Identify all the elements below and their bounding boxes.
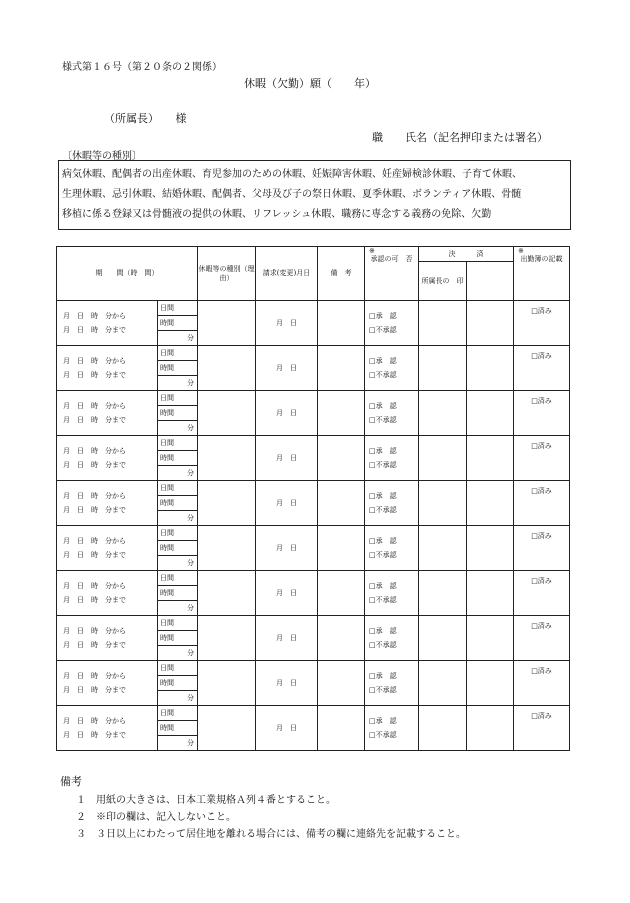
approval-cell[interactable]	[365, 436, 419, 481]
chief-seal-cell[interactable]	[419, 571, 467, 616]
unit-days: 日間	[158, 436, 198, 451]
attendance-cell[interactable]	[514, 436, 570, 481]
period-from: 月 日 時 分から	[63, 536, 126, 545]
remarks-cell[interactable]	[318, 571, 365, 616]
unit-days: 日間	[158, 571, 198, 586]
unit-minutes: 分	[158, 511, 198, 526]
form-number: 様式第１６号（第２０条の２関係）	[62, 62, 222, 73]
period-to: 月 日 時 分まで	[63, 686, 126, 694]
approval-header	[365, 247, 419, 301]
done-checkbox[interactable]: □済み	[531, 307, 552, 315]
period-from: 月 日 時 分から	[63, 311, 126, 320]
period-from: 月 日 時 分から	[63, 581, 126, 590]
date-cell[interactable]: 月 日	[256, 571, 318, 616]
period-to: 月 日 時 分まで	[63, 371, 126, 379]
unit-days: 日間	[158, 661, 198, 676]
leave-types-label: 〔休暇等の種別〕	[62, 151, 142, 162]
approve-checkbox[interactable]: □承 認	[369, 446, 397, 455]
unit-minutes: 分	[158, 376, 198, 391]
remarks-cell[interactable]	[318, 661, 365, 706]
type-cell[interactable]	[198, 571, 256, 616]
type-cell[interactable]	[198, 616, 256, 661]
form-title: 休暇（欠勤）願（ 年）	[244, 77, 376, 90]
reject-checkbox[interactable]: □不承認	[369, 506, 397, 514]
period-cell[interactable]	[57, 706, 158, 751]
period-from: 月 日 時 分から	[63, 356, 126, 365]
approve-checkbox[interactable]: □承 認	[369, 491, 397, 500]
period-cell[interactable]	[57, 436, 158, 481]
type-cell[interactable]	[198, 436, 256, 481]
attendance-label: 出勤簿の記載	[520, 255, 563, 264]
type-cell[interactable]	[198, 391, 256, 436]
unit-days: 日間	[158, 391, 198, 406]
chief-seal-cell[interactable]	[419, 391, 467, 436]
date-cell[interactable]: 月 日	[256, 391, 318, 436]
approve-checkbox[interactable]: □承 認	[369, 716, 397, 725]
table-row	[57, 391, 570, 406]
unit-hours: 時間	[158, 496, 198, 511]
remarks-cell[interactable]	[318, 481, 365, 526]
approval-cell[interactable]	[365, 391, 419, 436]
table-row	[57, 481, 570, 496]
decision-blank-cell[interactable]	[467, 661, 514, 706]
decision-blank-cell[interactable]	[467, 571, 514, 616]
reject-checkbox[interactable]: □不承認	[369, 641, 397, 649]
period-cell[interactable]	[57, 526, 158, 571]
approval-mark: ※	[369, 247, 375, 255]
unit-hours: 時間	[158, 316, 198, 331]
approval-cell[interactable]	[365, 706, 419, 751]
period-cell[interactable]	[57, 391, 158, 436]
period-from: 月 日 時 分から	[63, 491, 126, 500]
attendance-cell[interactable]	[514, 526, 570, 571]
remarks-cell[interactable]	[318, 526, 365, 571]
chief-seal-cell[interactable]	[419, 661, 467, 706]
unit-days: 日間	[158, 346, 198, 361]
done-checkbox[interactable]: □済み	[531, 352, 552, 360]
unit-minutes: 分	[158, 421, 198, 436]
date-cell[interactable]: 月 日	[256, 346, 318, 391]
period-cell[interactable]	[57, 301, 158, 346]
remarks-cell[interactable]	[318, 346, 365, 391]
period-to: 月 日 時 分まで	[63, 416, 126, 424]
unit-minutes: 分	[158, 331, 198, 346]
type-header: 休暇等の種別（理由）	[198, 247, 256, 301]
notes-title: 備考	[60, 775, 82, 788]
approval-label: 承認の可 否	[370, 255, 413, 264]
attendance-cell[interactable]	[514, 346, 570, 391]
done-checkbox[interactable]: □済み	[531, 487, 552, 495]
remarks-cell[interactable]	[318, 391, 365, 436]
period-from: 月 日 時 分から	[63, 671, 126, 680]
reject-checkbox[interactable]: □不承認	[369, 731, 397, 739]
period-cell[interactable]	[57, 661, 158, 706]
type-cell[interactable]	[198, 706, 256, 751]
decision-header: 決 済	[419, 247, 514, 262]
period-to: 月 日 時 分まで	[63, 461, 126, 469]
done-checkbox[interactable]: □済み	[531, 577, 552, 585]
unit-hours: 時間	[158, 631, 198, 646]
period-header: 期 間（時 間）	[57, 247, 198, 301]
unit-hours: 時間	[158, 406, 198, 421]
approval-cell[interactable]	[365, 481, 419, 526]
period-to: 月 日 時 分まで	[63, 731, 126, 739]
leave-types-line: 生理休暇、忌引休暇、結婚休暇、配偶者、父母及び子の祭日休暇、夏季休暇、ボランティア休暇、骨髄	[62, 189, 522, 200]
unit-minutes: 分	[158, 466, 198, 481]
period-from: 月 日 時 分から	[63, 716, 126, 725]
reject-checkbox[interactable]: □不承認	[369, 461, 397, 469]
unit-minutes: 分	[158, 646, 198, 661]
chief-seal-cell[interactable]	[419, 616, 467, 661]
table-row	[57, 346, 570, 361]
done-checkbox[interactable]: □済み	[531, 397, 552, 405]
remarks-cell[interactable]	[318, 616, 365, 661]
period-to: 月 日 時 分まで	[63, 596, 126, 604]
approval-cell[interactable]	[365, 526, 419, 571]
approve-checkbox[interactable]: □承 認	[369, 401, 397, 410]
reject-checkbox[interactable]: □不承認	[369, 551, 397, 559]
approval-cell[interactable]	[365, 346, 419, 391]
approval-cell[interactable]	[365, 571, 419, 616]
reject-checkbox[interactable]: □不承認	[369, 686, 397, 694]
request-date-header: 請求(変更)月日	[256, 247, 318, 301]
unit-minutes: 分	[158, 601, 198, 616]
table-row	[57, 661, 570, 676]
attendance-header	[514, 247, 570, 301]
period-to: 月 日 時 分まで	[63, 326, 126, 334]
chief-seal-cell[interactable]	[419, 481, 467, 526]
done-checkbox[interactable]: □済み	[531, 532, 552, 540]
leave-request-table	[56, 246, 570, 751]
chief-seal-header: 所属長の 印	[419, 262, 467, 301]
unit-hours: 時間	[158, 541, 198, 556]
chief-seal-cell[interactable]	[419, 436, 467, 481]
period-to: 月 日 時 分まで	[63, 551, 126, 559]
type-cell[interactable]	[198, 301, 256, 346]
addressee: （所属長） 様	[104, 112, 187, 125]
date-cell[interactable]: 月 日	[256, 301, 318, 346]
date-cell[interactable]: 月 日	[256, 436, 318, 481]
approve-checkbox[interactable]: □承 認	[369, 581, 397, 590]
decision-blank-cell[interactable]	[467, 301, 514, 346]
type-cell[interactable]	[198, 526, 256, 571]
approve-checkbox[interactable]: □承 認	[369, 536, 397, 545]
date-cell[interactable]: 月 日	[256, 706, 318, 751]
attendance-cell[interactable]	[514, 301, 570, 346]
done-checkbox[interactable]: □済み	[531, 712, 552, 720]
reject-checkbox[interactable]: □不承認	[369, 416, 397, 424]
type-cell[interactable]	[198, 481, 256, 526]
date-cell[interactable]: 月 日	[256, 616, 318, 661]
attendance-cell[interactable]	[514, 391, 570, 436]
unit-minutes: 分	[158, 736, 198, 751]
attendance-cell[interactable]	[514, 571, 570, 616]
remarks-cell[interactable]	[318, 706, 365, 751]
leave-types-box	[58, 160, 571, 230]
unit-hours: 時間	[158, 676, 198, 691]
period-cell[interactable]	[57, 346, 158, 391]
decision-blank-cell[interactable]	[467, 481, 514, 526]
unit-minutes: 分	[158, 556, 198, 571]
table-row	[57, 526, 570, 541]
type-cell[interactable]	[198, 661, 256, 706]
approval-cell[interactable]	[365, 661, 419, 706]
note-item: １ 用紙の大きさは、日本工業規格Ａ列４番とすること。	[76, 795, 336, 806]
note-item: ２ ※印の欄は、記入しないこと。	[76, 812, 236, 823]
chief-seal-cell[interactable]	[419, 301, 467, 346]
table-row	[57, 616, 570, 631]
attendance-cell[interactable]	[514, 616, 570, 661]
decision-blank-cell[interactable]	[467, 346, 514, 391]
approve-checkbox[interactable]: □承 認	[369, 671, 397, 680]
approve-checkbox[interactable]: □承 認	[369, 311, 397, 320]
period-from: 月 日 時 分から	[63, 626, 126, 635]
leave-types-line: 移植に係る登録又は骨髄液の提供の休暇、リフレッシュ休暇、職務に専念する義務の免除、欠勤	[62, 209, 492, 220]
table-row	[57, 706, 570, 721]
decision-blank-cell[interactable]	[467, 436, 514, 481]
decision-blank-header	[467, 262, 514, 301]
header-row	[57, 247, 570, 262]
unit-days: 日間	[158, 616, 198, 631]
leave-types-line: 病気休暇、配偶者の出産休暇、育児参加のための休暇、妊娠障害休暇、妊産婦検診休暇、子育て休暇、	[62, 169, 522, 180]
date-cell[interactable]: 月 日	[256, 526, 318, 571]
approve-checkbox[interactable]: □承 認	[369, 626, 397, 635]
done-checkbox[interactable]: □済み	[531, 442, 552, 450]
done-checkbox[interactable]: □済み	[531, 667, 552, 675]
table-row	[57, 301, 570, 316]
unit-minutes: 分	[158, 691, 198, 706]
remarks-cell[interactable]	[318, 436, 365, 481]
type-cell[interactable]	[198, 346, 256, 391]
date-cell[interactable]: 月 日	[256, 661, 318, 706]
signature-line: 職 氏名（記名押印または署名）	[372, 131, 548, 144]
decision-blank-cell[interactable]	[467, 391, 514, 436]
unit-days: 日間	[158, 706, 198, 721]
period-to: 月 日 時 分まで	[63, 506, 126, 514]
table-row	[57, 571, 570, 586]
unit-days: 日間	[158, 526, 198, 541]
approve-checkbox[interactable]: □承 認	[369, 356, 397, 365]
decision-blank-cell[interactable]	[467, 706, 514, 751]
period-to: 月 日 時 分まで	[63, 641, 126, 649]
reject-checkbox[interactable]: □不承認	[369, 371, 397, 379]
chief-seal-cell[interactable]	[419, 526, 467, 571]
unit-hours: 時間	[158, 586, 198, 601]
period-cell[interactable]	[57, 616, 158, 661]
decision-blank-cell[interactable]	[467, 616, 514, 661]
reject-checkbox[interactable]: □不承認	[369, 596, 397, 604]
period-from: 月 日 時 分から	[63, 446, 126, 455]
table-row	[57, 436, 570, 451]
attendance-cell[interactable]	[514, 661, 570, 706]
done-checkbox[interactable]: □済み	[531, 622, 552, 630]
unit-hours: 時間	[158, 721, 198, 736]
date-cell[interactable]: 月 日	[256, 481, 318, 526]
chief-seal-cell[interactable]	[419, 706, 467, 751]
attendance-cell[interactable]	[514, 481, 570, 526]
decision-blank-cell[interactable]	[467, 526, 514, 571]
remarks-header: 備 考	[318, 247, 365, 301]
period-cell[interactable]	[57, 481, 158, 526]
chief-seal-cell[interactable]	[419, 346, 467, 391]
reject-checkbox[interactable]: □不承認	[369, 326, 397, 334]
attendance-mark: ※	[518, 247, 524, 255]
approval-cell[interactable]	[365, 616, 419, 661]
unit-hours: 時間	[158, 361, 198, 376]
unit-hours: 時間	[158, 451, 198, 466]
remarks-cell[interactable]	[318, 301, 365, 346]
approval-cell[interactable]	[365, 301, 419, 346]
attendance-cell[interactable]	[514, 706, 570, 751]
notes	[60, 773, 466, 840]
unit-days: 日間	[158, 481, 198, 496]
unit-days: 日間	[158, 301, 198, 316]
note-item: ３ ３日以上にわたって居住地を離れる場合には、備考の欄に連絡先を記載すること。	[76, 829, 466, 840]
period-cell[interactable]	[57, 571, 158, 616]
period-from: 月 日 時 分から	[63, 401, 126, 410]
